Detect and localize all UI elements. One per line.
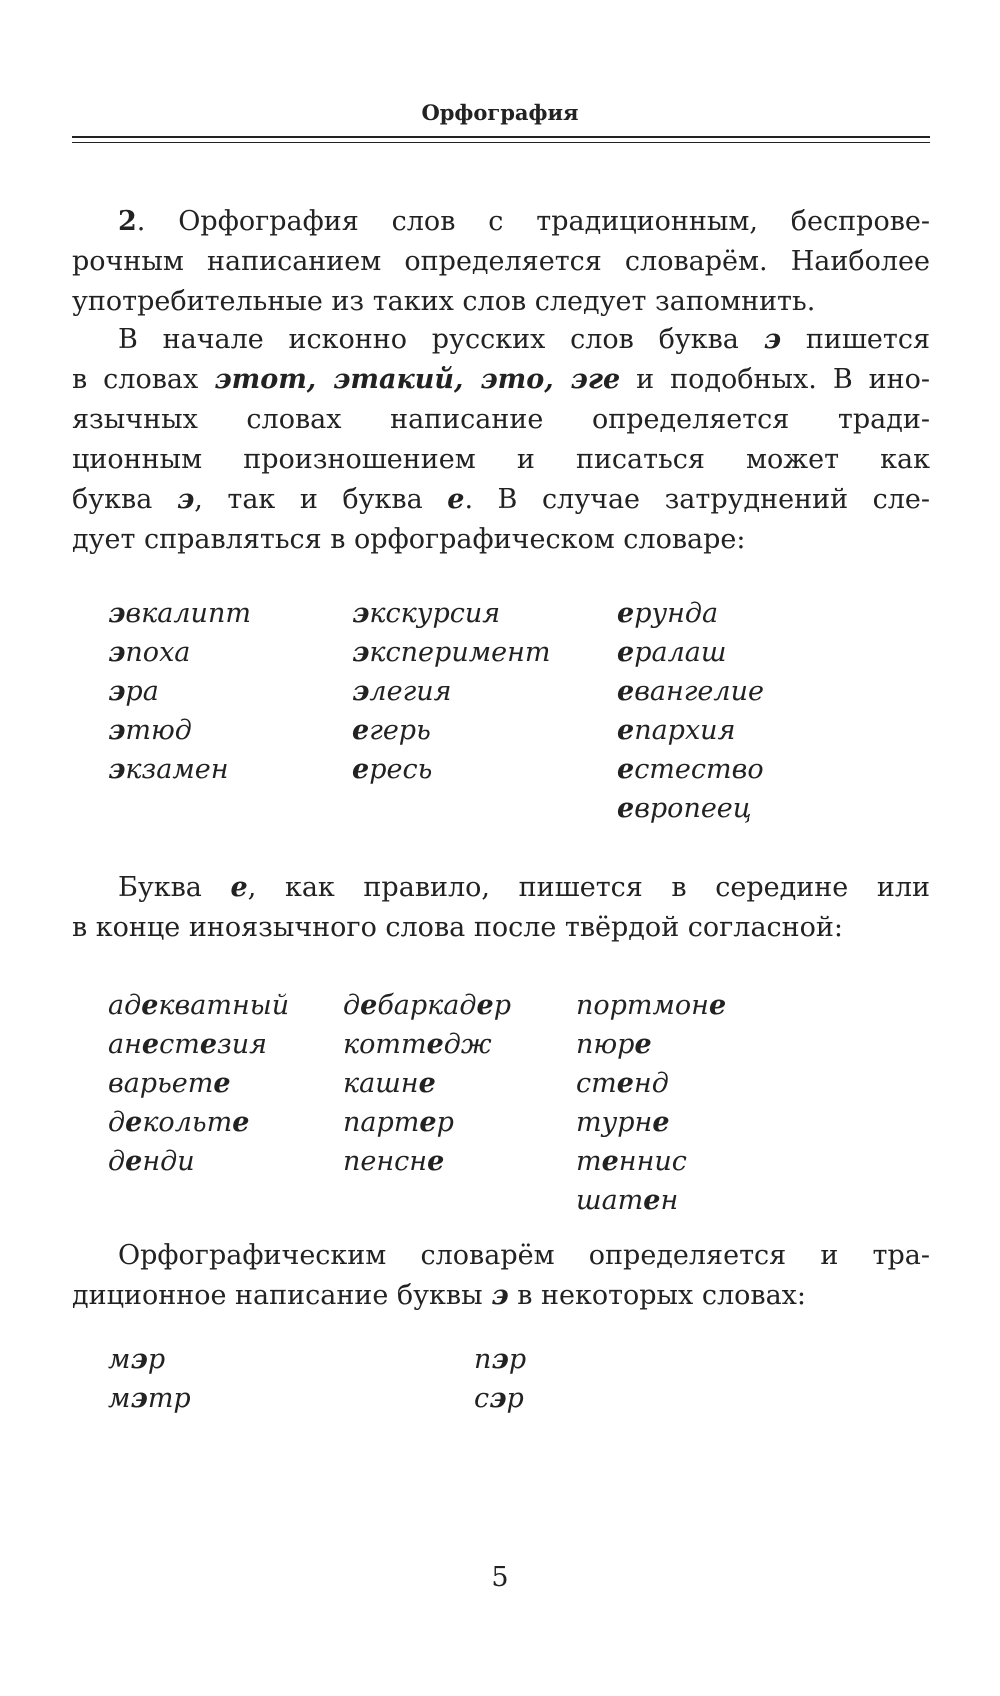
word: портмоне: [576, 990, 727, 1021]
word: экзамен: [108, 754, 229, 785]
paragraph-line: В начале исконно русских слов буква э пишется: [118, 324, 931, 355]
page-number: 5: [491, 1562, 509, 1593]
word: экскурсия: [352, 598, 501, 629]
paragraph-line: ционным произношением и писаться может как: [72, 444, 930, 475]
word: епархия: [617, 715, 736, 746]
word-list-1-col-3: [617, 594, 764, 828]
word: егерь: [352, 715, 431, 746]
word: мэр: [108, 1344, 166, 1375]
section-2-paragraph: [72, 202, 930, 322]
word: адекватный: [108, 990, 290, 1021]
traditional-paragraph: [72, 1236, 930, 1316]
paragraph-line: употребительные из таких слов следует запомнить.: [72, 286, 816, 317]
paragraph-line: Буква е, как правило, пишется в середине или: [118, 872, 931, 903]
word: элегия: [352, 676, 452, 707]
word: евангелие: [617, 676, 764, 707]
paragraph-line: буква э, так и буква е. В случае затруднений сле-: [72, 484, 930, 515]
paragraph-line: 2. Орфография слов с традиционным, беспрове-: [118, 206, 930, 237]
word: коттедж: [343, 1029, 492, 1060]
word: естество: [617, 754, 764, 785]
word: денди: [108, 1146, 195, 1177]
paragraph-line: рочным написанием определяется словарём. Наиболее: [72, 246, 930, 277]
word: пэр: [474, 1344, 527, 1375]
word: варьете: [108, 1068, 231, 1099]
word: кашне: [343, 1068, 436, 1099]
word: эра: [108, 676, 159, 707]
header-rule-thin: [72, 142, 930, 143]
paragraph-line: в конце иноязычного слова после твёрдой согласной:: [72, 912, 844, 943]
e-middle-paragraph: [72, 868, 930, 948]
word: декольте: [108, 1107, 250, 1138]
word-list-1-col-1: [108, 594, 251, 789]
paragraph-line: Орфографическим словарём определяется и тра-: [118, 1240, 930, 1271]
word: пенсне: [343, 1146, 445, 1177]
word: дебаркадер: [343, 990, 511, 1021]
word: мэтр: [108, 1383, 191, 1414]
word: эксперимент: [352, 637, 551, 668]
paragraph-line: язычных словах написание определяется тради-: [72, 404, 930, 435]
word: этюд: [108, 715, 192, 746]
word: эпоха: [108, 637, 191, 668]
header-rule-thick: [72, 136, 930, 138]
running-header: Орфография: [421, 100, 579, 125]
e-rule-paragraph: [72, 320, 930, 560]
word: анестезия: [108, 1029, 267, 1060]
word: эвкалипт: [108, 598, 251, 629]
paragraph-line: в словах этот, этакий, это, эге и подобных. В ино-: [72, 364, 931, 395]
section-number: 2: [118, 206, 137, 237]
word: ерунда: [617, 598, 719, 629]
word: теннис: [576, 1146, 687, 1177]
word-list-2-col-3: [576, 986, 726, 1220]
word: пюре: [576, 1029, 652, 1060]
word: европеец: [617, 793, 752, 824]
word: партер: [343, 1107, 454, 1138]
word: стенд: [576, 1068, 669, 1099]
word: турне: [576, 1107, 670, 1138]
word: сэр: [474, 1383, 524, 1414]
word-list-1-col-2: [352, 594, 550, 789]
word: ересь: [352, 754, 433, 785]
word-list-3-col-2: [474, 1340, 526, 1418]
word: ералаш: [617, 637, 727, 668]
paragraph-line: дует справляться в орфографическом словаре:: [72, 524, 746, 555]
paragraph-line: диционное написание буквы э в некоторых словах:: [72, 1280, 807, 1311]
word-list-2-col-2: [343, 986, 511, 1181]
word: шатен: [576, 1185, 679, 1216]
word-list-2-col-1: [108, 986, 289, 1181]
word-list-3-col-1: [108, 1340, 191, 1418]
